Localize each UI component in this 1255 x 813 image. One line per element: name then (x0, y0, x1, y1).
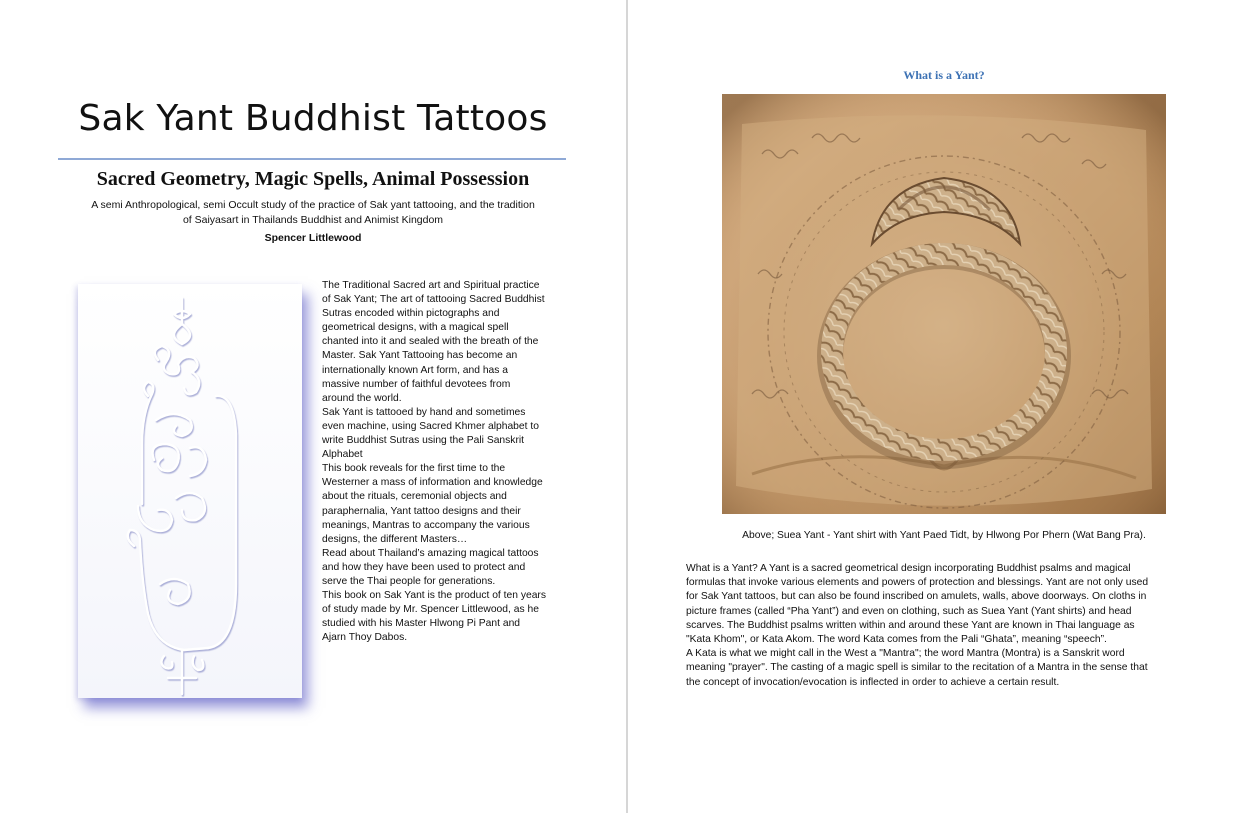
intro-line: of study made by Mr. Spencer Littlewood, as he (322, 604, 539, 616)
intro-line: write Buddhist Sutras using the Pali Sanskrit (322, 435, 525, 447)
book-description (56, 198, 570, 228)
yant-explanation (686, 562, 1206, 690)
yant-script-drawing (78, 284, 302, 698)
body-line: formulas that invoke various elements and powers of protection and blessings. Yant are not only used (686, 577, 1149, 589)
book-introduction (322, 279, 584, 645)
title-divider (58, 158, 566, 160)
body-line: for Sak Yant tattoos, but can also be found inscribed on amulets, walls, above doorways. On cloths in (686, 591, 1147, 603)
intro-line: Read about Thailand’s amazing magical tattoos (322, 547, 539, 559)
body-line: "Kata Khom", or Kata Akom. The word Kata comes from the Pali “Ghata”, meaning “speech”. (686, 634, 1107, 646)
yant-design-illustration (78, 284, 302, 698)
left-page (0, 0, 626, 813)
body-line: meaning "prayer". The casting of a magic spell is similar to the recitation of a Mantra in the sense that (686, 662, 1148, 674)
body-line: the concept of invocation/evocation is inflected in order to achieve a certain result. (686, 676, 1060, 688)
body-line: scarves. The Buddhist psalms written within and around these Yant are known in Thai language as (686, 619, 1135, 631)
intro-line: around the world. (322, 392, 402, 404)
description-line: A semi Anthropological, semi Occult study of the practice of Sak yant tattooing, and the tradition (91, 199, 535, 211)
book-subtitle: Sacred Geometry, Magic Spells, Animal Possession (96, 168, 530, 190)
intro-line: massive number of faithful devotees from (322, 378, 511, 390)
intro-line: designs, the different Masters… (322, 533, 468, 545)
intro-line: paraphernalia, Yant tattoo designs and their (322, 505, 521, 517)
intro-line: Master. Sak Yant Tattooing has become an (322, 350, 518, 362)
intro-line: Sutras encoded within pictographs and (322, 308, 500, 320)
intro-line: The Traditional Sacred art and Spiritual practice (322, 280, 540, 291)
intro-line: even machine, using Sacred Khmer alphabet to (322, 420, 539, 432)
intro-line: geometrical designs, with a magical spell (322, 322, 509, 334)
section-heading: What is a Yant? (903, 68, 985, 82)
intro-line: of Sak Yant; The art of tattooing Sacred Buddhist (322, 294, 545, 306)
yant-shirt-photo (722, 94, 1166, 514)
yant-shirt-illustration (722, 94, 1166, 514)
intro-line: This book reveals for the first time to the (322, 463, 506, 475)
photo-caption: Above; Suea Yant - Yant shirt with Yant Paed Tidt, by Hlwong Por Phern (Wat Bang Pra). (742, 530, 1146, 541)
intro-line: chanted into it and sealed with the breath of the (322, 336, 539, 348)
body-line: picture frames (called “Pha Yant”) and even on clothing, such as Suea Yant (Yant shirts) and head (686, 605, 1132, 617)
body-line: What is a Yant? A Yant is a sacred geometrical design incorporating Buddhist psalms and magical (686, 563, 1131, 574)
intro-line: serve the Thai people for generations. (322, 575, 496, 587)
intro-line: meanings, Mantras to accompany the various (322, 519, 530, 531)
intro-line: This book on Sak Yant is the product of ten years (322, 590, 546, 602)
book-author: Spencer Littlewood (264, 232, 362, 244)
body-line: A Kata is what we might call in the West a "Mantra"; the word Mantra (Montra) is a Sanskrit word (686, 648, 1125, 660)
intro-line: Sak Yant is tattooed by hand and sometimes (322, 406, 526, 418)
intro-line: about the rituals, ceremonial objects and (322, 491, 507, 503)
intro-line: Westerner a mass of information and knowledge (322, 477, 543, 489)
intro-line: and how they have been used to protect and (322, 561, 526, 573)
intro-line: studied with his Master Hlwong Pi Pant and (322, 618, 521, 630)
intro-line: Ajarn Thoy Dabos. (322, 632, 408, 644)
intro-line: Alphabet (322, 449, 363, 461)
intro-line: internationally known Art form, and has a (322, 364, 509, 376)
description-line: of Saiyasart in Thailands Buddhist and Animist Kingdom (182, 214, 444, 226)
book-title: Sak Yant Buddhist Tattoos (78, 98, 548, 139)
